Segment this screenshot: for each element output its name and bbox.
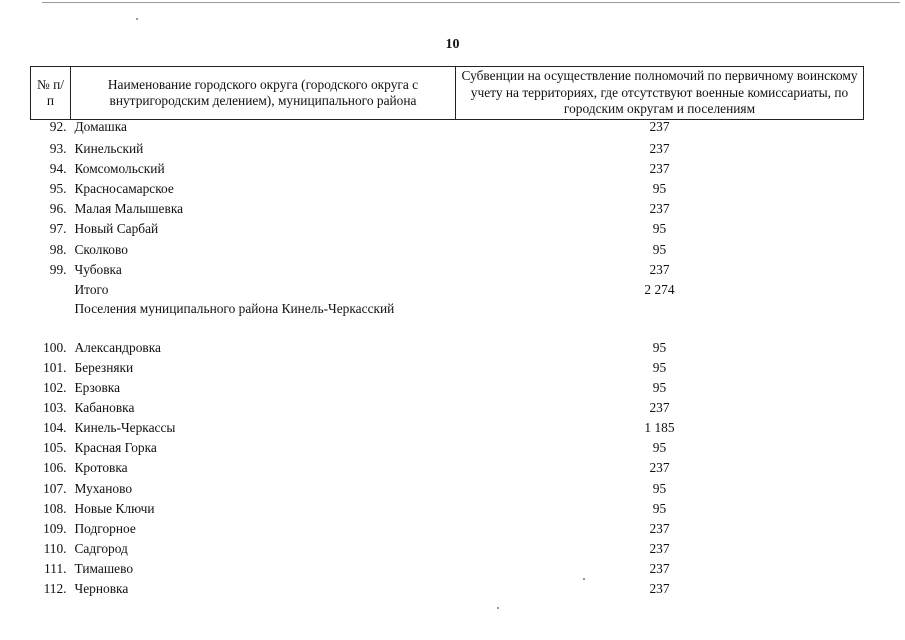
row-number	[31, 301, 71, 339]
row-value: 95	[652, 440, 667, 456]
row-number: 109.	[43, 520, 67, 536]
table-row	[31, 459, 864, 479]
header-subsidy: Субвенции на осуществление полномочий по первичному воинскому учету на территориях, где отсутствуют военные комиссариаты, по городским округам и поселениям	[456, 67, 864, 120]
table-row	[31, 500, 864, 520]
row-number: 101.	[43, 359, 67, 375]
row-value: 237	[649, 540, 670, 556]
row-value: 237	[649, 141, 670, 157]
row-name: Красносамарское	[74, 181, 174, 197]
table-header	[31, 67, 864, 120]
row-number: 107.	[43, 480, 67, 496]
row-name: Александровка	[74, 339, 161, 355]
row-name: Домашка	[74, 119, 127, 134]
row-number: 110.	[43, 540, 67, 556]
table-row	[31, 220, 864, 240]
table-row	[31, 140, 864, 160]
scan-speck	[497, 607, 499, 609]
row-name: Чубовка	[74, 261, 122, 277]
table-row	[31, 439, 864, 459]
row-value: 237	[649, 261, 670, 277]
table-row	[31, 379, 864, 399]
row-name: Подгорное	[74, 520, 136, 536]
row-value	[456, 301, 864, 339]
table-row	[31, 281, 864, 301]
row-name: Кинель-Черкассы	[74, 420, 176, 436]
row-value: 237	[649, 161, 670, 177]
row-name: Новые Ключи	[74, 500, 155, 516]
row-name: Сколково	[74, 241, 128, 257]
table-row	[31, 540, 864, 560]
row-number	[31, 281, 71, 301]
row-name: Малая Малышевка	[74, 201, 184, 217]
row-value: 237	[649, 460, 670, 476]
table-body	[31, 120, 864, 601]
subsidy-table	[30, 66, 864, 600]
page-number: 10	[445, 37, 460, 52]
row-number: 108.	[43, 500, 67, 516]
table-row	[31, 261, 864, 281]
row-value: 237	[649, 201, 670, 217]
row-name: Комсомольский	[74, 161, 165, 177]
table-row	[31, 301, 864, 339]
row-name: Кинельский	[74, 141, 144, 157]
row-value: 237	[649, 119, 670, 134]
row-number: 112.	[43, 580, 67, 596]
table-row	[31, 120, 864, 141]
row-number: 94.	[49, 161, 67, 177]
row-value: 237	[649, 580, 670, 596]
row-name: Красная Горка	[74, 440, 157, 456]
row-number: 103.	[43, 400, 67, 416]
row-value: 95	[652, 339, 667, 355]
row-value: 237	[649, 560, 670, 576]
row-name: Ерзовка	[74, 380, 121, 396]
row-value: 95	[652, 500, 667, 516]
header-number: № п/п	[31, 67, 71, 120]
row-number: 100.	[43, 339, 67, 355]
row-value: 95	[652, 359, 667, 375]
row-name: Кротовка	[74, 460, 128, 476]
table-row	[31, 399, 864, 419]
row-number: 99.	[49, 261, 67, 277]
table-row	[31, 200, 864, 220]
header-name: Наименование городского округа (городского округа с внутригородским делением), муниципального района	[71, 67, 456, 120]
row-name: Черновка	[74, 580, 129, 596]
table-row	[31, 580, 864, 600]
table-row	[31, 359, 864, 379]
row-name: Садгород	[74, 540, 128, 556]
row-number: 95.	[49, 181, 67, 197]
row-name: Итого	[74, 281, 109, 297]
table-row	[31, 480, 864, 500]
row-name: Тимашево	[74, 560, 134, 576]
top-border-line	[42, 2, 900, 3]
scan-speck	[136, 18, 138, 20]
row-name: Новый Сарбай	[74, 221, 159, 237]
row-number: 104.	[43, 420, 67, 436]
table-row	[31, 180, 864, 200]
table-row	[31, 160, 864, 180]
table-row	[31, 520, 864, 540]
row-value: 2 274	[644, 281, 675, 297]
row-name: Муханово	[74, 480, 133, 496]
row-value: 1 185	[644, 420, 675, 436]
row-value: 237	[649, 400, 670, 416]
row-name: Кабановка	[74, 400, 135, 416]
row-number: 93.	[49, 141, 67, 157]
row-number: 111.	[44, 560, 67, 576]
row-value: 95	[652, 241, 667, 257]
row-number: 102.	[43, 380, 67, 396]
row-number: 106.	[43, 460, 67, 476]
row-name: Березняки	[74, 359, 134, 375]
row-number: 98.	[49, 241, 67, 257]
row-value: 95	[652, 181, 667, 197]
table-row	[31, 241, 864, 261]
row-number: 105.	[43, 440, 67, 456]
row-value: 95	[652, 380, 667, 396]
row-number: 92.	[49, 119, 67, 134]
row-value: 95	[652, 480, 667, 496]
row-number: 96.	[49, 201, 67, 217]
table-row	[31, 339, 864, 359]
table-row	[31, 560, 864, 580]
table-row	[31, 419, 864, 439]
row-value: 95	[652, 221, 667, 237]
row-name: Поселения муниципального района Кинель-Черкасский	[74, 300, 395, 316]
row-number: 97.	[49, 221, 67, 237]
row-value: 237	[649, 520, 670, 536]
